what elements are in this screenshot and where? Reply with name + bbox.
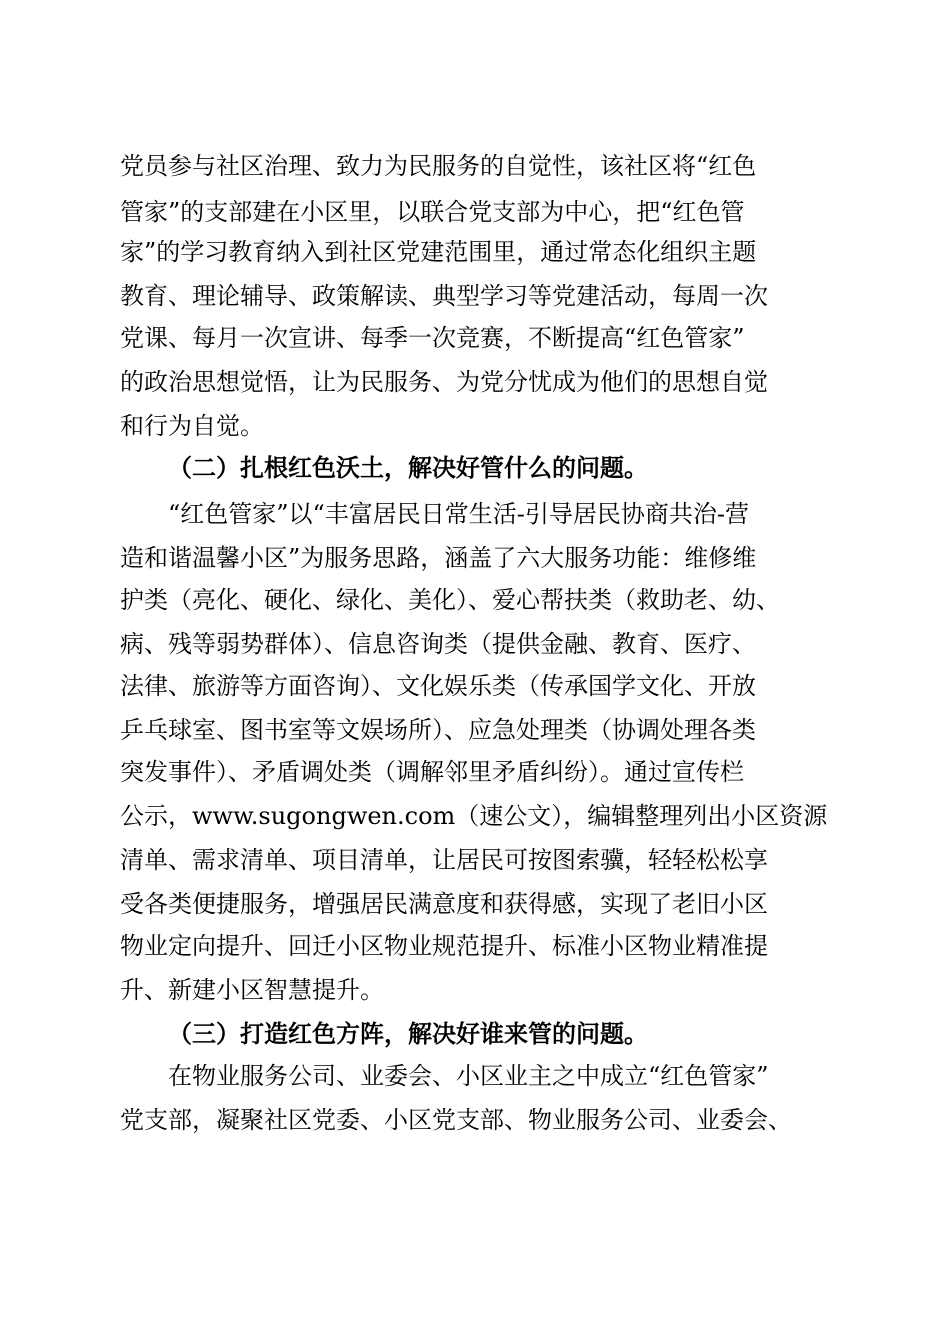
text-line: 受各类便捷服务，增强居民满意度和获得感，实现了老旧小区 [120, 890, 768, 918]
text-line: 公示，www.sugongwen.com（速公文），编辑整理列出小区资源 [120, 802, 828, 830]
text-line: 教育、理论辅导、政策解读、典型学习等党建活动，每周一次 [120, 282, 768, 310]
text-line: 党支部，凝聚社区党委、小区党支部、物业服务公司、业委会、 [120, 1106, 792, 1134]
text-line: 管家”的支部建在小区里，以联合党支部为中心，把“红色管 [120, 198, 745, 226]
text-line: 护类（亮化、硬化、绿化、美化）、爱心帮扶类（救助老、幼、 [120, 586, 780, 614]
text-line: 清单、需求清单、项目清单，让居民可按图索骥，轻轻松松享 [120, 846, 768, 874]
text-line: 乒乓球室、图书室等文娱场所）、应急处理类（协调处理各类 [120, 716, 756, 744]
paragraph-start-line: 在物业服务公司、业委会、小区业主之中成立“红色管家” [168, 1062, 769, 1090]
text-line: 家”的学习教育纳入到社区党建范围里，通过常态化组织主题 [120, 238, 757, 266]
text-line: 党员参与社区治理、致力为民服务的自觉性，该社区将“红色 [120, 152, 757, 180]
text-line: 党课、每月一次宣讲、每季一次竞赛，不断提高“红色管家” [120, 324, 745, 352]
paragraph-start-line: “红色管家”以“丰富居民日常生活-引导居民协商共治-营 [168, 500, 750, 528]
text-line: 造和谐温馨小区”为服务思路，涵盖了六大服务功能：维修维 [120, 544, 757, 572]
section-heading: （二）扎根红色沃土，解决好管什么的问题。 [168, 453, 648, 482]
text-line: 和行为自觉。 [120, 412, 264, 440]
text-line: 的政治思想觉悟，让为民服务、为党分忧成为他们的思想自觉 [120, 368, 768, 396]
text-line: 突发事件）、矛盾调处类（调解邻里矛盾纠纷）。通过宣传栏 [120, 758, 744, 786]
text-line: 升、新建小区智慧提升。 [120, 976, 384, 1004]
text-line: 法律、旅游等方面咨询）、文化娱乐类（传承国学文化、开放 [120, 672, 756, 700]
text-line: 物业定向提升、回迁小区物业规范提升、标准小区物业精准提 [120, 932, 768, 960]
section-heading: （三）打造红色方阵，解决好谁来管的问题。 [168, 1019, 648, 1048]
text-line: 病、残等弱势群体）、信息咨询类（提供金融、教育、医疗、 [120, 630, 756, 658]
